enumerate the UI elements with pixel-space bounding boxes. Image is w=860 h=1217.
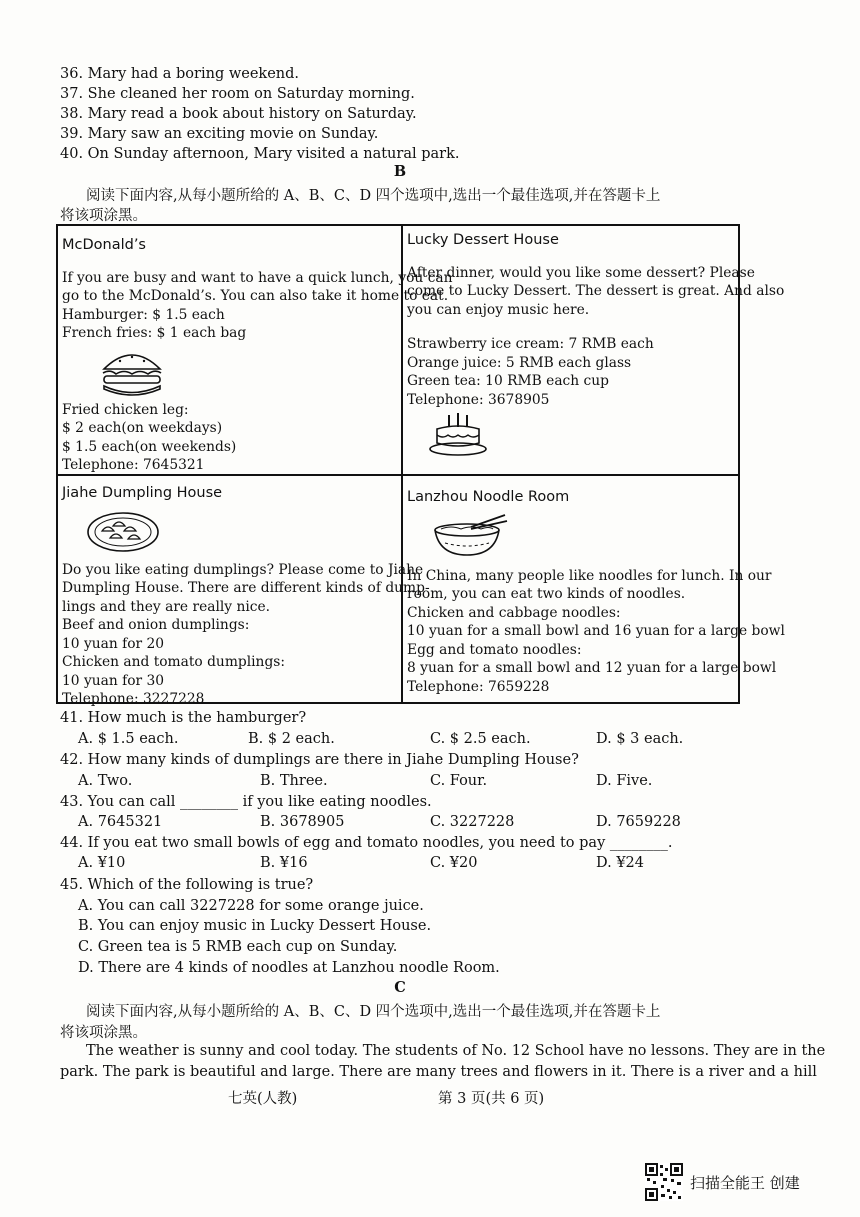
section-b-letter: B bbox=[393, 163, 407, 180]
option-d[interactable]: D. There are 4 kinds of noodles at Lanzhou noodle Room. bbox=[78, 960, 500, 976]
option-d[interactable]: D. ¥24 bbox=[596, 855, 645, 871]
question-41: 41. How much is the hamburger? bbox=[60, 710, 307, 726]
option-b[interactable]: B. 3678905 bbox=[260, 814, 345, 830]
option-c[interactable]: C. 3227228 bbox=[430, 814, 515, 830]
section-c-letter: C bbox=[394, 979, 406, 996]
watermark-text: 扫描全能王 创建 bbox=[690, 1174, 800, 1192]
option-b[interactable]: B. ¥16 bbox=[260, 855, 308, 871]
section-c-instruction: 阅读下面内容,从每小题所给的 A、B、C、D 四个选项中,选出一个最佳选项,并在答题卡上 bbox=[86, 1004, 661, 1020]
section-b-instruction: 阅读下面内容,从每小题所给的 A、B、C、D 四个选项中,选出一个最佳选项,并在答题卡上 bbox=[86, 188, 661, 204]
option-d[interactable]: D. 7659228 bbox=[596, 814, 681, 830]
qr-code-icon bbox=[645, 1163, 683, 1201]
statement-38: 38. Mary read a book about history on Saturday. bbox=[60, 106, 417, 122]
option-a[interactable]: A. ¥10 bbox=[78, 855, 126, 871]
ad-title: McDonald’s bbox=[62, 237, 146, 253]
option-a[interactable]: A. $ 1.5 each. bbox=[78, 731, 179, 747]
option-d[interactable]: D. Five. bbox=[596, 773, 653, 789]
ad-title: Jiahe Dumpling House bbox=[62, 485, 223, 501]
advertisement-grid bbox=[56, 224, 785, 707]
question-44: 44. If you eat two small bowls of egg and tomato noodles, you need to pay ________. bbox=[60, 835, 673, 851]
option-c[interactable]: C. Green tea is 5 RMB each cup on Sunday. bbox=[78, 939, 398, 955]
section-b-instruction-cont: 将该项涂黑。 bbox=[60, 208, 147, 224]
question-43: 43. You can call ________ if you like eating noodles. bbox=[60, 794, 432, 810]
option-c[interactable]: C. $ 2.5 each. bbox=[430, 731, 531, 747]
option-a[interactable]: A. 7645321 bbox=[78, 814, 163, 830]
ad-title: Lucky Dessert House bbox=[407, 232, 559, 248]
question-42: 42. How many kinds of dumplings are there in Jiahe Dumpling House? bbox=[60, 752, 579, 768]
statement-36: 36. Mary had a boring weekend. bbox=[60, 66, 300, 82]
ad-title: Lanzhou Noodle Room bbox=[407, 489, 570, 505]
section-c-instruction-cont: 将该项涂黑。 bbox=[60, 1025, 147, 1041]
statement-37: 37. She cleaned her room on Saturday morning. bbox=[60, 86, 415, 102]
statement-39: 39. Mary saw an exciting movie on Sunday. bbox=[60, 126, 379, 142]
option-c[interactable]: C. ¥20 bbox=[430, 855, 478, 871]
statement-40: 40. On Sunday afternoon, Mary visited a natural park. bbox=[60, 146, 460, 162]
ad-lucky-dessert: Lucky Dessert House After dinner, would you like some dessert? Please come to Lucky Dessert. The dessert is great. And also you can enjoy music here. Strawberry ice cream: 7 RMB each Orange juice: 5 RMB each glass Green tea: 10 RMB each cup Telephone: 3678905 bbox=[407, 231, 784, 459]
option-a[interactable]: A. Two. bbox=[78, 773, 133, 789]
passage-line: The weather is sunny and cool today. The students of No. 12 School have no lessons. They are in the bbox=[86, 1043, 826, 1059]
footer-subject: 七英(人教) bbox=[228, 1091, 298, 1107]
noodle-bowl-icon bbox=[431, 513, 511, 559]
option-d[interactable]: D. $ 3 each. bbox=[596, 731, 684, 747]
option-c[interactable]: C. Four. bbox=[430, 773, 488, 789]
footer-page-number: 第 3 页(共 6 页) bbox=[438, 1091, 545, 1107]
option-b[interactable]: B. You can enjoy music in Lucky Dessert House. bbox=[78, 918, 432, 934]
ad-jiahe-dumpling: Jiahe Dumpling House Do you like eating dumplings? Please come to Jiahe Dumpling House. There are different kinds of dump- lings and they are really nice. Beef and onion dumplings: 10 yuan for 20 Chicken and tomato dumplings: 10 yuan for 30 Telephone: 3227228 bbox=[62, 485, 430, 707]
hamburger-icon bbox=[100, 347, 164, 397]
ad-mcdonalds: McDonald’s If you are busy and want to have a quick lunch, you can go to the McDonald’s. You can also take it home to eat. Hamburger: $ 1.5 each French fries: $ 1 each bag Fried chicken leg: $ 2 each(on weekdays) $ 1.5 each(on weekends) Telephone: 7645321 bbox=[62, 237, 453, 473]
option-b[interactable]: B. Three. bbox=[260, 773, 328, 789]
option-a[interactable]: A. You can call 3227228 for some orange juice. bbox=[78, 898, 424, 914]
cake-icon bbox=[427, 411, 489, 457]
question-45: 45. Which of the following is true? bbox=[60, 877, 314, 893]
option-b[interactable]: B. $ 2 each. bbox=[248, 731, 335, 747]
ad-lanzhou-noodle: Lanzhou Noodle Room In China, many people like noodles for lunch. In our room, you can eat two kinds of noodles. Chicken and cabbage noodles: 10 yuan for a small bowl and 16 yuan for a large bowl Egg and tomato noodles: 8 yuan for a small bowl and 12 yuan for a large bowl Telephone: 7659228 bbox=[407, 489, 785, 695]
dumpling-plate-icon bbox=[86, 511, 160, 553]
passage-line: park. The park is beautiful and large. There are many trees and flowers in it. There is a river and a hill bbox=[60, 1064, 817, 1080]
